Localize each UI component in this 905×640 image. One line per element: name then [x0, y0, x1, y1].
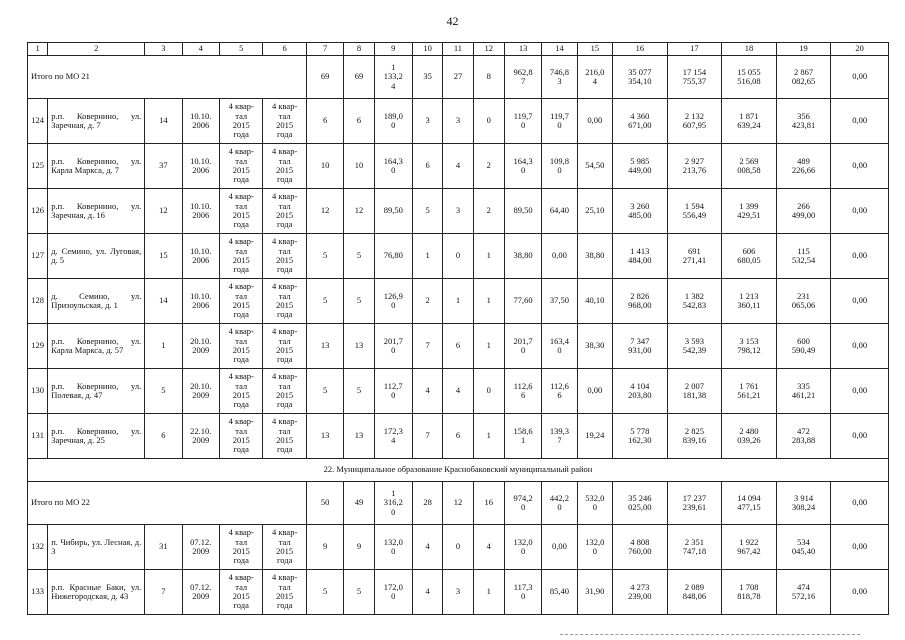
table-cell: 117,3 0: [504, 570, 541, 615]
table-cell: 0: [443, 525, 473, 570]
address-cell: р.п. Ковернино, ул. Карла Маркса, д. 7: [48, 144, 145, 189]
column-number-cell: 8: [344, 43, 374, 56]
table-cell: 4 квар- тал 2015 года: [263, 414, 306, 459]
table-cell: 0,00: [577, 369, 612, 414]
table-cell: 119,7 0: [542, 99, 577, 144]
table-cell: 2 825 839,16: [667, 414, 722, 459]
table-cell: 1 213 360,11: [722, 279, 777, 324]
table-cell: 4 808 760,00: [613, 525, 668, 570]
total-value: 8: [473, 56, 504, 99]
table-cell: 85,40: [542, 570, 577, 615]
address-cell: р.п. Ковернино, ул. Заречная, д. 25: [48, 414, 145, 459]
table-cell: 7: [412, 324, 442, 369]
table-cell: 4 квар- тал 2015 года: [219, 144, 262, 189]
column-number-cell: 16: [613, 43, 668, 56]
table-cell: 12: [145, 189, 182, 234]
table-cell: 6: [344, 99, 374, 144]
table-cell: 3 593 542,39: [667, 324, 722, 369]
row-number: 127: [28, 234, 48, 279]
table-cell: 4 квар- тал 2015 года: [219, 369, 262, 414]
table-cell: 77,60: [504, 279, 541, 324]
column-number-cell: 19: [776, 43, 831, 56]
table-cell: 9: [344, 525, 374, 570]
table-cell: 76,80: [374, 234, 412, 279]
table-cell: 1 922 967,42: [722, 525, 777, 570]
table-cell: 139,3 7: [542, 414, 577, 459]
table-cell: 6: [443, 324, 473, 369]
table-cell: 4 квар- тал 2015 года: [263, 279, 306, 324]
section-header-row: [28, 459, 889, 482]
table-cell: 472 283,88: [776, 414, 831, 459]
table-cell: 9: [306, 525, 343, 570]
row-number: 130: [28, 369, 48, 414]
table-cell: 5: [306, 369, 343, 414]
table-cell: 2 569 008,58: [722, 144, 777, 189]
table-cell: 54,50: [577, 144, 612, 189]
column-number-cell: 7: [306, 43, 343, 56]
table-cell: 5: [306, 570, 343, 615]
total-value: 69: [306, 56, 343, 99]
table-cell: 132,0 0: [504, 525, 541, 570]
table-cell: 126,9 0: [374, 279, 412, 324]
total-value: 974,2 0: [504, 482, 541, 525]
table-cell: 112,6 6: [504, 369, 541, 414]
table-cell: 5: [344, 369, 374, 414]
table-cell: 0: [473, 99, 504, 144]
column-number-cell: 5: [219, 43, 262, 56]
column-number-cell: 3: [145, 43, 182, 56]
table-cell: 3: [412, 99, 442, 144]
table-cell: 7: [145, 570, 182, 615]
table-cell: 606 680,05: [722, 234, 777, 279]
table-cell: 112,7 0: [374, 369, 412, 414]
total-value: 216,0 4: [577, 56, 612, 99]
table-cell: 1: [443, 279, 473, 324]
table-cell: 1: [473, 279, 504, 324]
footer-line: [560, 634, 860, 635]
table-cell: 3 153 798,12: [722, 324, 777, 369]
total-value: 35: [412, 56, 442, 99]
table-cell: 112,6 6: [542, 369, 577, 414]
table-cell: 5: [412, 189, 442, 234]
column-number-cell: 2: [48, 43, 145, 56]
row-number: 126: [28, 189, 48, 234]
table-cell: 25,10: [577, 189, 612, 234]
table-cell: 1 871 639,24: [722, 99, 777, 144]
table-row: [28, 189, 889, 234]
table-row: [28, 279, 889, 324]
total-row: [28, 56, 889, 99]
table-cell: 172,3 4: [374, 414, 412, 459]
table-cell: 0: [473, 369, 504, 414]
table-row: [28, 324, 889, 369]
table-cell: 4 квар- тал 2015 года: [219, 279, 262, 324]
table-cell: 1 413 484,00: [613, 234, 668, 279]
table-cell: 10.10. 2006: [182, 144, 219, 189]
table-cell: 4: [443, 144, 473, 189]
table-cell: 201,7 0: [374, 324, 412, 369]
table-cell: 4: [473, 525, 504, 570]
total-value: 28: [412, 482, 442, 525]
address-cell: п. Чибирь, ул. Лесная, д. 3: [48, 525, 145, 570]
table-cell: 474 572,16: [776, 570, 831, 615]
table-cell: 1: [473, 570, 504, 615]
table-cell: 4: [412, 570, 442, 615]
table-cell: 10.10. 2006: [182, 189, 219, 234]
table-cell: 4 квар- тал 2015 года: [219, 189, 262, 234]
table-cell: 12: [344, 189, 374, 234]
total-value: 962,8 7: [504, 56, 541, 99]
total-value: 746,8 3: [542, 56, 577, 99]
table-cell: 5: [306, 234, 343, 279]
table-cell: 1: [473, 324, 504, 369]
table-cell: 20.10. 2009: [182, 324, 219, 369]
table-cell: 14: [145, 99, 182, 144]
table-row: [28, 144, 889, 189]
column-number-row: [28, 43, 889, 56]
table-cell: 172,0 0: [374, 570, 412, 615]
section-title: 22. Муниципальное образование Краснобаковский муниципальный район: [28, 459, 889, 482]
table-cell: 1 399 429,51: [722, 189, 777, 234]
table-cell: 600 590,49: [776, 324, 831, 369]
table-cell: 4: [443, 369, 473, 414]
table-cell: 5: [344, 279, 374, 324]
row-number: 133: [28, 570, 48, 615]
table-cell: 691 271,41: [667, 234, 722, 279]
table-cell: 109,8 0: [542, 144, 577, 189]
table-cell: 2 927 213,76: [667, 144, 722, 189]
table-cell: 22.10. 2009: [182, 414, 219, 459]
table-cell: 0: [443, 234, 473, 279]
table-row: [28, 369, 889, 414]
table-cell: 7 347 931,00: [613, 324, 668, 369]
table-cell: 163,4 0: [542, 324, 577, 369]
table-cell: 4 квар- тал 2015 года: [219, 525, 262, 570]
total-value: 35 077 354,10: [613, 56, 668, 99]
table-cell: 119,7 0: [504, 99, 541, 144]
table-row: [28, 99, 889, 144]
total-value: 1 133,2 4: [374, 56, 412, 99]
table-cell: 10.10. 2006: [182, 234, 219, 279]
table-cell: 1: [145, 324, 182, 369]
column-number-cell: 12: [473, 43, 504, 56]
table-cell: 1: [473, 234, 504, 279]
table-cell: 37: [145, 144, 182, 189]
table-cell: 4 квар- тал 2015 года: [219, 414, 262, 459]
table-cell: 10: [344, 144, 374, 189]
total-value: 16: [473, 482, 504, 525]
table-cell: 164,3 0: [374, 144, 412, 189]
total-value: 69: [344, 56, 374, 99]
table-cell: 1 594 556,49: [667, 189, 722, 234]
table-cell: 5 778 162,30: [613, 414, 668, 459]
table-cell: 38,80: [577, 234, 612, 279]
row-number: 131: [28, 414, 48, 459]
total-value: 12: [443, 482, 473, 525]
table-cell: 4 квар- тал 2015 года: [219, 234, 262, 279]
table-cell: 3 260 485,00: [613, 189, 668, 234]
address-cell: р.п. Красные Баки, ул. Нижегородская, д. 43: [48, 570, 145, 615]
address-cell: р.п. Ковернино, ул. Заречная, д. 16: [48, 189, 145, 234]
table-cell: 4 квар- тал 2015 года: [263, 234, 306, 279]
table-cell: 6: [412, 144, 442, 189]
table-cell: 164,3 0: [504, 144, 541, 189]
table-cell: 13: [344, 324, 374, 369]
total-value: 35 246 025,00: [613, 482, 668, 525]
table-row: [28, 570, 889, 615]
table-cell: 4 273 239,00: [613, 570, 668, 615]
address-cell: р.п. Ковернино, ул. Заречная, д. 7: [48, 99, 145, 144]
table-cell: 12: [306, 189, 343, 234]
table-cell: 2: [473, 189, 504, 234]
table-cell: 0,00: [831, 525, 889, 570]
total-value: 49: [344, 482, 374, 525]
total-value: 0,00: [831, 56, 889, 99]
table-cell: 31,90: [577, 570, 612, 615]
table-cell: 5 985 449,00: [613, 144, 668, 189]
page-number: 42: [446, 14, 459, 28]
total-value: 17 237 239,61: [667, 482, 722, 525]
column-number-cell: 4: [182, 43, 219, 56]
total-value: 17 154 755,37: [667, 56, 722, 99]
column-number-cell: 20: [831, 43, 889, 56]
row-number: 132: [28, 525, 48, 570]
row-number: 128: [28, 279, 48, 324]
column-number-cell: 13: [504, 43, 541, 56]
total-value: 27: [443, 56, 473, 99]
table-cell: 3: [443, 189, 473, 234]
table-cell: 4 квар- тал 2015 года: [263, 570, 306, 615]
table-cell: 0,00: [831, 279, 889, 324]
table-cell: 132,0 0: [577, 525, 612, 570]
table-cell: 89,50: [504, 189, 541, 234]
table-cell: 0,00: [831, 414, 889, 459]
total-value: 50: [306, 482, 343, 525]
table-row: [28, 414, 889, 459]
column-number-cell: 11: [443, 43, 473, 56]
table-cell: 115 532,54: [776, 234, 831, 279]
column-number-cell: 14: [542, 43, 577, 56]
column-number-cell: 10: [412, 43, 442, 56]
table-cell: 5: [306, 279, 343, 324]
table-cell: 4 квар- тал 2015 года: [263, 369, 306, 414]
table-cell: 1: [473, 414, 504, 459]
address-cell: д. Семино, ул. Луговая, д. 5: [48, 234, 145, 279]
table-cell: 4 квар- тал 2015 года: [219, 570, 262, 615]
total-label: Итого по МО 21: [28, 56, 307, 99]
table-cell: 0,00: [831, 99, 889, 144]
table-cell: 0,00: [831, 234, 889, 279]
table-cell: 189,0 0: [374, 99, 412, 144]
table-cell: 0,00: [542, 525, 577, 570]
table-cell: 0,00: [577, 99, 612, 144]
total-value: 442,2 0: [542, 482, 577, 525]
column-number-cell: 6: [263, 43, 306, 56]
table-cell: 534 045,40: [776, 525, 831, 570]
table-cell: 335 461,21: [776, 369, 831, 414]
table-cell: 07.12. 2009: [182, 570, 219, 615]
table-cell: 201,7 0: [504, 324, 541, 369]
total-value: 532,0 0: [577, 482, 612, 525]
table-cell: 2 826 968,00: [613, 279, 668, 324]
table-cell: 10.10. 2006: [182, 99, 219, 144]
address-cell: р.п. Ковернино, ул. Карла Маркса, д. 57: [48, 324, 145, 369]
table-cell: 3: [443, 570, 473, 615]
table-cell: 158,6 1: [504, 414, 541, 459]
table-cell: 31: [145, 525, 182, 570]
row-number: 124: [28, 99, 48, 144]
total-value: 15 055 516,08: [722, 56, 777, 99]
table-cell: 2 132 607,95: [667, 99, 722, 144]
total-value: 2 867 082,65: [776, 56, 831, 99]
table-cell: 0,00: [831, 324, 889, 369]
table-cell: 356 423,81: [776, 99, 831, 144]
table-cell: 2: [412, 279, 442, 324]
table-cell: 40,10: [577, 279, 612, 324]
table-cell: 10: [306, 144, 343, 189]
table-cell: 231 065,06: [776, 279, 831, 324]
table-row: [28, 525, 889, 570]
table-cell: 07.12. 2009: [182, 525, 219, 570]
table-cell: 3: [443, 99, 473, 144]
table-cell: 13: [306, 414, 343, 459]
table-cell: 4 квар- тал 2015 года: [263, 525, 306, 570]
table-cell: 14: [145, 279, 182, 324]
table-cell: 2: [473, 144, 504, 189]
column-number-cell: 17: [667, 43, 722, 56]
table-cell: 4 квар- тал 2015 года: [219, 99, 262, 144]
table-row: [28, 234, 889, 279]
total-value: 3 914 308,24: [776, 482, 831, 525]
table-cell: 4: [412, 525, 442, 570]
table-cell: 4 квар- тал 2015 года: [219, 324, 262, 369]
table-cell: 1 761 561,21: [722, 369, 777, 414]
table-cell: 0,00: [831, 144, 889, 189]
table-cell: 2 007 181,38: [667, 369, 722, 414]
table-cell: 4 квар- тал 2015 года: [263, 99, 306, 144]
total-value: 14 094 477,15: [722, 482, 777, 525]
table-cell: 4 360 671,00: [613, 99, 668, 144]
table-cell: 6: [306, 99, 343, 144]
table-cell: 489 226,66: [776, 144, 831, 189]
table-cell: 5: [344, 570, 374, 615]
table-cell: 2 089 848,06: [667, 570, 722, 615]
table-cell: 15: [145, 234, 182, 279]
table-cell: 0,00: [542, 234, 577, 279]
table-cell: 37,50: [542, 279, 577, 324]
table-cell: 4 квар- тал 2015 года: [263, 189, 306, 234]
table-cell: 13: [306, 324, 343, 369]
table-cell: 0,00: [831, 189, 889, 234]
address-cell: д. Семино, ул. Призоульская, д. 1: [48, 279, 145, 324]
table-cell: 5: [145, 369, 182, 414]
table-cell: 266 499,00: [776, 189, 831, 234]
total-value: 1 316,2 0: [374, 482, 412, 525]
table-cell: 2 351 747,18: [667, 525, 722, 570]
table-cell: 1: [412, 234, 442, 279]
table-cell: 1 708 818,78: [722, 570, 777, 615]
table-cell: 10.10. 2006: [182, 279, 219, 324]
table-cell: 6: [443, 414, 473, 459]
table-cell: 6: [145, 414, 182, 459]
table-cell: 38,80: [504, 234, 541, 279]
table-cell: 13: [344, 414, 374, 459]
table-cell: 38,30: [577, 324, 612, 369]
table-cell: 0,00: [831, 369, 889, 414]
table-cell: 2 480 039,26: [722, 414, 777, 459]
table-cell: 19,24: [577, 414, 612, 459]
column-number-cell: 1: [28, 43, 48, 56]
total-label: Итого по МО 22: [28, 482, 307, 525]
table-cell: 4 квар- тал 2015 года: [263, 144, 306, 189]
table-cell: 4 квар- тал 2015 года: [263, 324, 306, 369]
housing-program-table: [27, 42, 889, 615]
table-cell: 132,0 0: [374, 525, 412, 570]
total-value: 0,00: [831, 482, 889, 525]
column-number-cell: 18: [722, 43, 777, 56]
table-cell: 1 382 542,83: [667, 279, 722, 324]
table-cell: 4 104 203,80: [613, 369, 668, 414]
table-cell: 0,00: [831, 570, 889, 615]
table-cell: 5: [344, 234, 374, 279]
table-cell: 4: [412, 369, 442, 414]
table-cell: 89,50: [374, 189, 412, 234]
row-number: 129: [28, 324, 48, 369]
column-number-cell: 9: [374, 43, 412, 56]
column-number-cell: 15: [577, 43, 612, 56]
total-row: [28, 482, 889, 525]
table-cell: 7: [412, 414, 442, 459]
address-cell: р.п. Ковернино, ул. Полевая, д. 47: [48, 369, 145, 414]
table-cell: 64,40: [542, 189, 577, 234]
table-cell: 20.10. 2009: [182, 369, 219, 414]
row-number: 125: [28, 144, 48, 189]
